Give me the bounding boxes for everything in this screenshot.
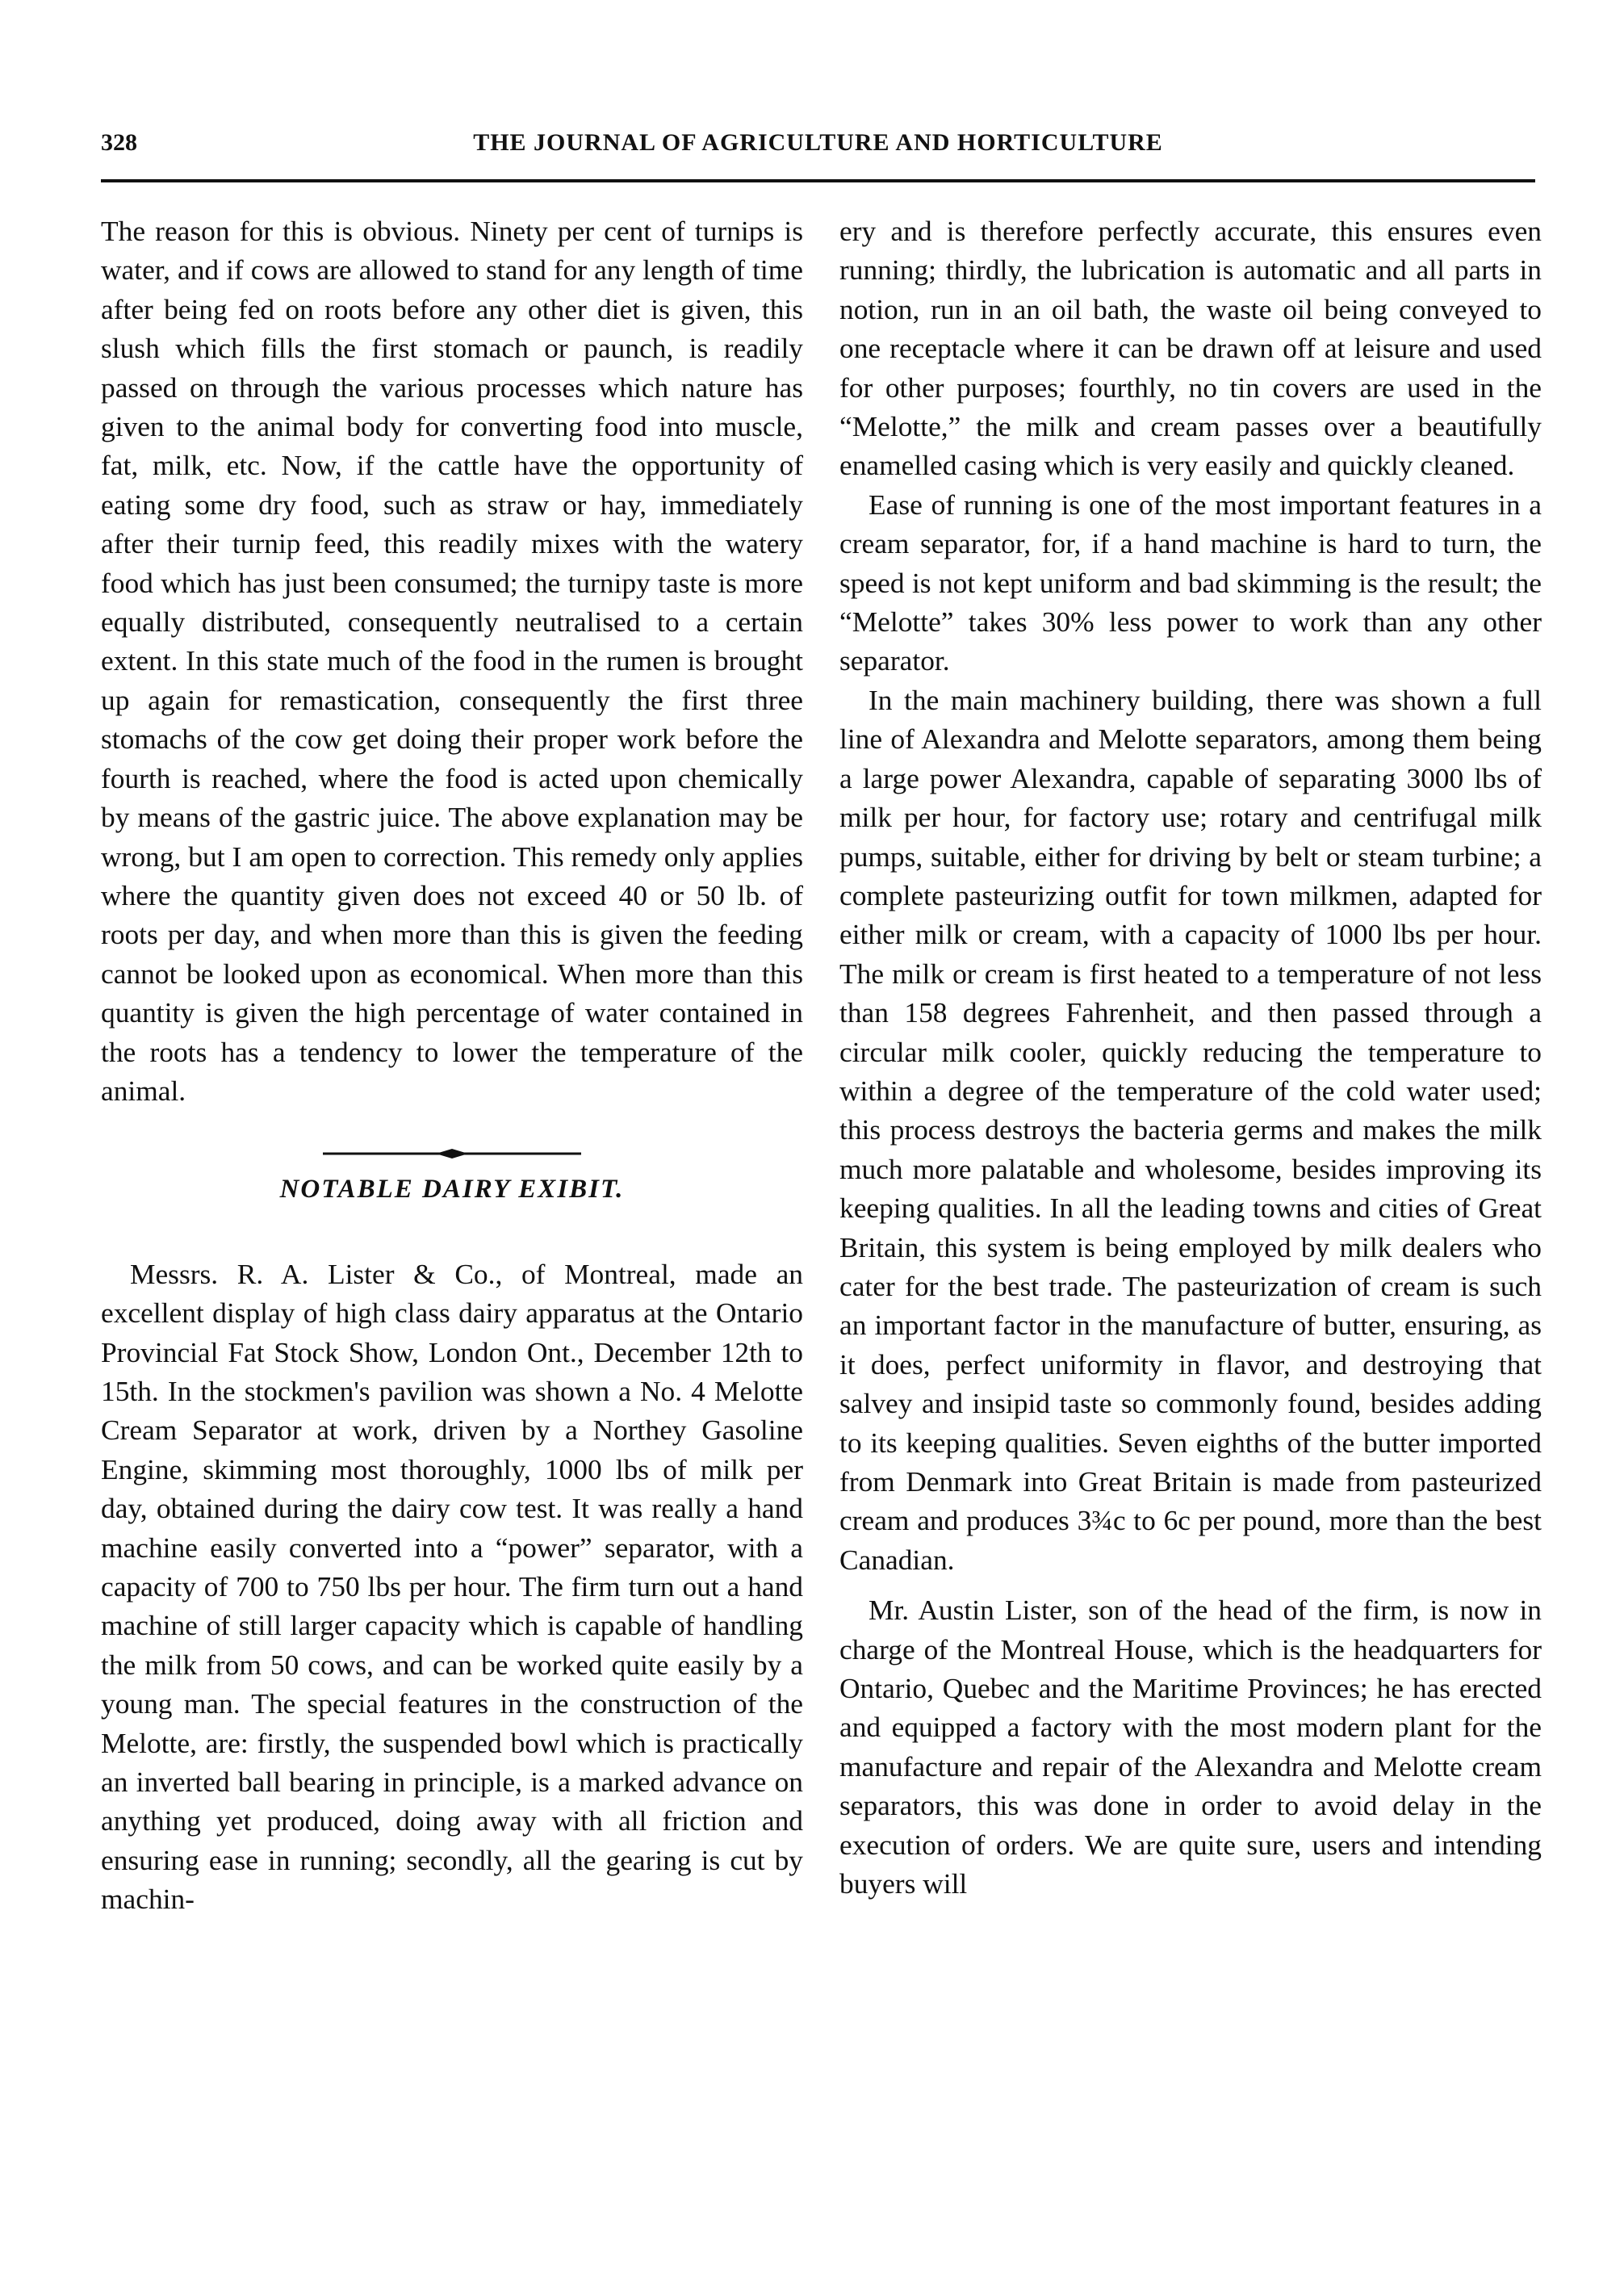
paragraph-gap [839, 1579, 1542, 1590]
left-paragraph-1: The reason for this is obvious. Ninety per cent of turnips is water, and if cows are allowed to stand for any length of time after being fed on roots before any other diet is given, this slush which fills the first stomach or paunch, is readily passed on through the various processes which nature has given to the animal body for converting food into muscle, fat, milk, etc. Now, if the cattle have the opportunity of eating some dry food, such as straw or hay, immediately after their turnip feed, this readily mixes with the watery food which has just been consumed; the turnipy taste is more equally distributed, consequently neutralised to a certain extent. In this state much of the food in the rumen is brought up again for remastication, consequently the first three stomachs of the cow get doing their proper work before the fourth is reached, where the food is acted upon chemically by means of the gastric juice. The above explanation may be wrong, but I am open to correction. This remedy only applies where the quantity given does not exceed 40 or 50 lb. of roots per day, and when more than this is given the feeding cannot be looked upon as economical. When more than this quantity is given the high percentage of water contained in the roots has a tendency to lower the temperature of the animal. [101, 215, 803, 1107]
running-head: THE JOURNAL OF AGRICULTURE AND HORTICULTURE [473, 129, 1163, 156]
right-paragraph-1: ery and is therefore perfectly accurate, this ensures even running; thirdly, the lubrication is automatic and all parts in notion, run in an oil bath, the waste oil being conveyed to one receptacle where it can be drawn off at leisure and used for other purposes; fourthly, no tin covers are used in the “Melotte,” the milk and cream passes over a beautifully enamelled casing which is very easily and quickly cleaned. [839, 215, 1542, 482]
section-divider-ornament [101, 1133, 803, 1149]
right-paragraph-2: Ease of running is one of the most important features in a cream separator, for, if a hand machine is hard to turn, the speed is not kept uniform and bad skimming is the result; the “Melotte” takes 30% less power to work than any other separator. [839, 488, 1542, 677]
right-paragraph-3: In the main machinery building, there was shown a full line of Alexandra and Melotte separators, among them being a large power Alexandra, capable of separating 3000 lbs of milk per hour, for factory use; rotary and centrifugal milk pumps, suitable, either for driving by belt or steam turbine; a complete pasteurizing outfit for town milkmen, adapted for either milk or cream, with a capacity of 1000 lbs per hour. The milk or cream is first heated to a temperature of not less than 158 degrees Fahrenheit, and then passed through a circular milk cooler, quickly reducing the temperature to within a degree of the temperature of the cold water used; this process destroys the bacteria germs and makes the milk much more palatable and wholesome, besides improving its keeping qualities. In all the leading towns and cities of Great Britain, this system is being employed by milk dealers who cater for the best trade. The pasteurization of cream is such an important factor in the manufacture of butter, ensuring, as it does, perfect uniformity in flavor, and destroying that salvey and insipid taste so commonly found, besides adding to its keeping qualities. Seven eighths of the butter imported from Denmark into Great Britain is made from pasteurized cream and produces 3¾c to 6c per pound, more than the best Canadian. [839, 683, 1542, 1576]
right-column [839, 212, 1542, 1903]
page-number: 328 [101, 129, 137, 156]
header-rule [101, 179, 1535, 182]
left-paragraph-2: Messrs. R. A. Lister & Co., of Montreal, made an excellent display of high class dairy apparatus at the Ontario Provincial Fat Stock Show, London Ont., December 12th to 15th. In the stockmen's pavilion was shown a No. 4 Melotte Cream Separator at work, driven by a Northey Gasoline Engine, skimming most thoroughly, 1000 lbs of milk per day, obtained during the dairy cow test. It was really a hand machine easily converted into a “power” separator, with a capacity of 700 to 750 lbs per hour. The firm turn out a hand machine of still larger capacity which is capable of handling the milk from 50 cows, and can be worked quite easily by a young man. The special features in the construction of the Melotte, are: firstly, the suspended bowl which is practically an inverted ball bearing in principle, is a marked advance on anything yet produced, doing away with all friction and ensuring ease in running; secondly, all the gearing is cut by machin- [101, 1257, 803, 1916]
page-header [101, 129, 1535, 178]
right-paragraph-4: Mr. Austin Lister, son of the head of the firm, is now in charge of the Montreal House, which is the headquarters for Ontario, Quebec and the Maritime Provinces; he has erected and equipped a factory with the most modern plant for the manufacture and repair of the Alexandra and Melotte cream separators, this was done in order to avoid delay in the execution of orders. We are quite sure, users and intending buyers will [839, 1594, 1542, 1900]
left-column [101, 212, 803, 1919]
section-title: NOTABLE DAIRY EXIBIT. [279, 1175, 625, 1205]
